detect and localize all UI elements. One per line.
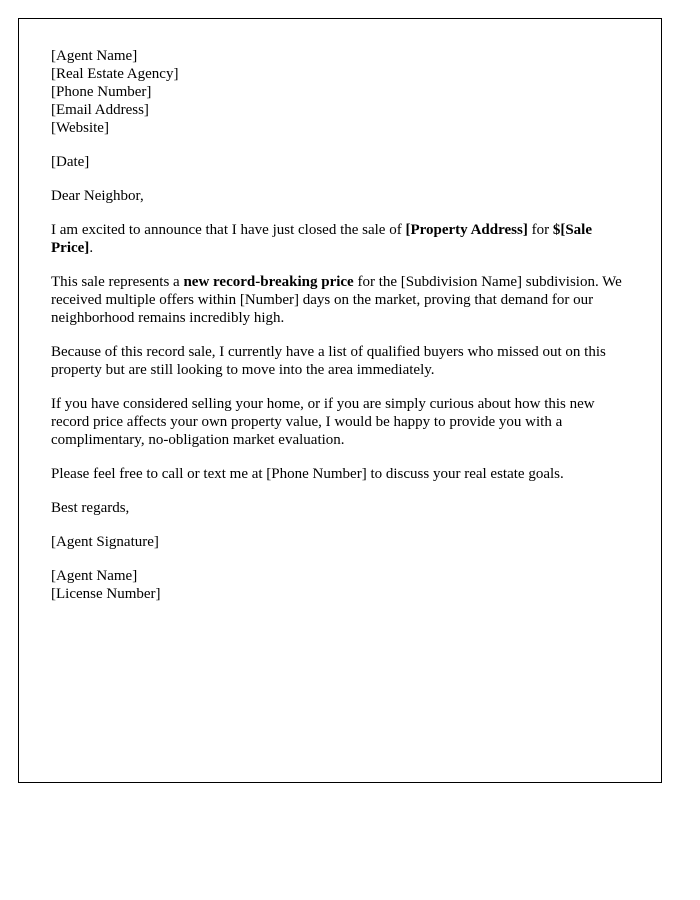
paragraph-segment: This sale represents a: [51, 274, 184, 290]
signoff-name: [Agent Name]: [51, 568, 138, 584]
letter-page: [18, 18, 662, 783]
paragraph-record-price: [51, 273, 631, 327]
signoff-block: [51, 567, 631, 603]
closing-line: Best regards,: [51, 500, 130, 516]
signature-line: [Agent Signature]: [51, 534, 159, 550]
date-line: [Date]: [51, 154, 90, 170]
paragraph-segment: for: [527, 222, 553, 238]
agent-name-line: [Agent Name]: [51, 48, 138, 64]
paragraph-sale-announcement: [51, 221, 631, 257]
email-line: [Email Address]: [51, 102, 149, 118]
signoff-license: [License Number]: [51, 586, 161, 602]
paragraph-qualified-buyers: Because of this record sale, I currently have a list of qualified buyers who missed out on this property but are still looking to move into the area immediately.: [51, 344, 606, 378]
paragraph-market-evaluation: If you have considered selling your home, or if you are simply curious about how this new record price affects your own property value, I would be happy to provide you with a complimentary, no-obligation market evaluation.: [51, 396, 595, 448]
phone-line: [Phone Number]: [51, 84, 152, 100]
property-address-bold: [Property Address]: [405, 222, 528, 238]
website-line: [Website]: [51, 120, 109, 136]
salutation: Dear Neighbor,: [51, 188, 144, 204]
sale-price-bold: $[Sale Price]: [51, 222, 592, 256]
paragraph-segment: .: [89, 240, 94, 256]
paragraph-segment: I am excited to announce that I have just closed the sale of: [51, 222, 406, 238]
paragraph-segment: for the [Subdivision Name] subdivision. We received multiple offers within [Number] days on the market, proving that demand for our neighborhood remains incredibly high.: [51, 274, 622, 326]
agency-line: [Real Estate Agency]: [51, 66, 179, 82]
record-breaking-bold: new record-breaking price: [183, 274, 354, 290]
paragraph-call-to-action: Please feel free to call or text me at [Phone Number] to discuss your real estate goals.: [51, 466, 564, 482]
agent-contact-block: [51, 47, 631, 137]
